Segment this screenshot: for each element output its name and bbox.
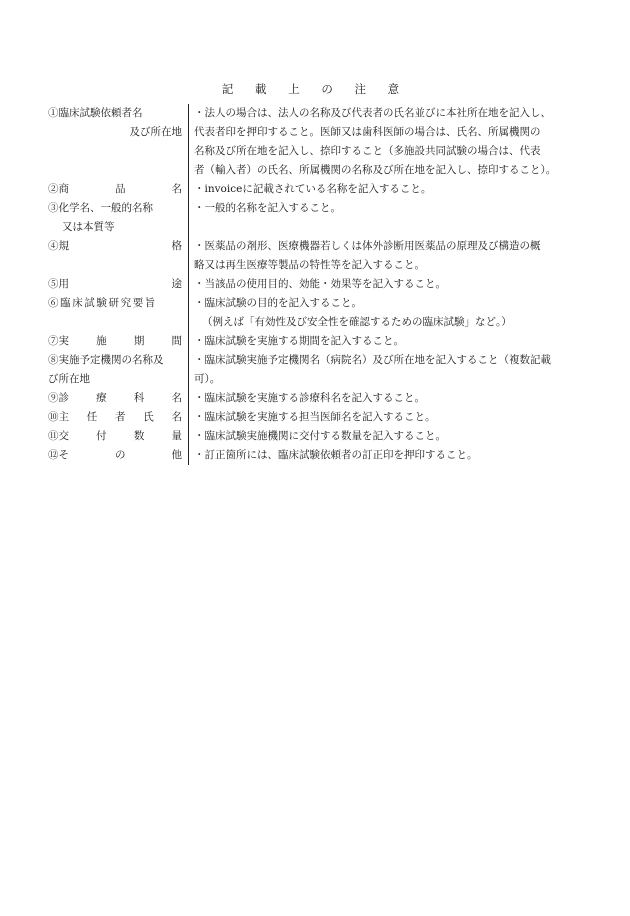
note-row-9 <box>48 389 588 408</box>
note-content-9-line-1: ・臨床試験を実施する診療科名を記入すること。 <box>194 392 425 404</box>
note-content-6 <box>188 294 588 332</box>
note-content-1-line-2: 代表者印を押印すること。医師又は歯科医師の場合は、氏名、所属機関の <box>194 126 541 138</box>
note-content-7-line-1: ・臨床試験を実施する期間を記入すること。 <box>194 335 404 347</box>
note-content-8-line-1: ・臨床試験実施予定機関名（病院名）及び所在地を記入すること（複数記載 <box>194 354 551 366</box>
note-label-8 <box>48 351 188 389</box>
note-content-1-line-1: ・法人の場合は、法人の名称及び代表者の氏名並びに本社所在地を記入し、 <box>194 107 551 119</box>
note-label-5 <box>48 275 188 294</box>
note-label-10-char-4: 氏 <box>143 411 154 423</box>
note-label-12-char-2: の <box>115 449 126 461</box>
note-content-10-line-1: ・臨床試験を実施する担当医師名を記入すること。 <box>194 411 436 423</box>
note-content-4-line-1: ・医薬品の剤形、医療機器若しくは体外診断用医薬品の原理及び構造の概 <box>194 240 541 252</box>
note-label-5-char-1: ⑤用 <box>48 278 69 290</box>
note-row-12 <box>48 446 588 465</box>
note-label-11-char-3: 数 <box>133 430 145 442</box>
note-content-10 <box>188 408 588 427</box>
note-content-1-line-4: 者（輸入者）の氏名、所属機関の名称及び所在地を記入し、捺印すること）。 <box>194 164 557 176</box>
note-row-8 <box>48 351 588 389</box>
note-content-8-line-2: 可）。 <box>194 373 221 385</box>
note-label-12-char-1: ⑫そ <box>48 449 69 461</box>
note-content-4-line-2: 略又は再生医療等製品の特性等を記入すること。 <box>194 259 425 271</box>
note-label-2-char-3: 名 <box>171 183 182 195</box>
note-content-3 <box>188 199 588 237</box>
note-label-7-char-4: 間 <box>171 335 182 347</box>
note-label-11-char-4: 量 <box>171 430 182 442</box>
note-content-6-line-1: ・臨床試験の目的を記入すること。 <box>194 297 362 309</box>
note-row-4 <box>48 237 588 275</box>
note-label-6 <box>48 294 188 332</box>
note-row-3 <box>48 199 588 237</box>
note-label-2 <box>48 180 188 199</box>
note-row-1 <box>48 104 588 180</box>
note-content-6-example: （例えば「有効性及び安全性を確認するための臨床試験」など。） <box>202 316 512 328</box>
note-label-1 <box>48 104 188 180</box>
note-content-3-line-1: ・一般的名称を記入すること。 <box>194 202 341 214</box>
note-row-7 <box>48 332 588 351</box>
note-row-11 <box>48 427 588 446</box>
note-label-9 <box>48 389 188 408</box>
note-label-10-char-3: 者 <box>115 411 126 423</box>
note-content-3-line-2 <box>194 218 588 237</box>
note-label-4 <box>48 237 188 275</box>
note-label-2-char-2: 品 <box>115 183 126 195</box>
note-label-9-char-4: 名 <box>171 392 182 404</box>
note-content-1-line-3: 名称及び所在地を記入し、捺印すること（多施設共同試験の場合は、代表 <box>194 145 541 157</box>
note-label-9-char-2: 療 <box>96 392 107 404</box>
note-content-2-line-1: ・invoiceに記載されている名称を記入すること。 <box>194 183 432 195</box>
note-label-10-char-1: ⑩主 <box>48 411 69 423</box>
note-label-4-char-2: 格 <box>171 240 182 252</box>
note-label-12-char-3: 他 <box>171 449 182 461</box>
note-label-4-char-1: ④規 <box>48 240 69 252</box>
document-title: 記 載 上 の 注 意 <box>221 82 409 96</box>
note-content-12-line-1: ・訂正箇所には、臨床試験依頼者の訂正印を押印すること。 <box>194 449 478 461</box>
note-label-7 <box>48 332 188 351</box>
note-row-6 <box>48 294 588 332</box>
note-label-9-char-1: ⑨診 <box>48 392 69 404</box>
note-content-11-line-1: ・臨床試験実施機関に交付する数量を記入すること。 <box>194 430 446 442</box>
note-label-7-char-3: 期 <box>133 335 145 347</box>
note-content-9 <box>188 389 588 408</box>
note-row-10 <box>48 408 588 427</box>
note-label-7-char-2: 施 <box>96 335 107 347</box>
note-content-5 <box>188 275 588 294</box>
note-content-11 <box>188 427 588 446</box>
note-row-2 <box>48 180 588 199</box>
note-label-10-char-2: 任 <box>86 411 98 423</box>
note-label-12 <box>48 446 188 465</box>
note-label-10 <box>48 408 188 427</box>
note-label-1-line-1: ①臨床試験依頼者名 <box>48 107 143 119</box>
note-content-5-line-1: ・当該品の使用目的、効能・効果等を記入すること。 <box>194 278 446 290</box>
note-content-12 <box>188 446 588 465</box>
note-content-7 <box>188 332 588 351</box>
note-label-1-line-2: 及び所在地 <box>129 126 182 138</box>
note-label-8-line-1: ⑧実施予定機関の名称及 <box>48 354 164 366</box>
note-label-10-char-5: 名 <box>171 411 182 423</box>
note-content-1 <box>188 104 588 180</box>
note-label-3 <box>48 199 188 237</box>
note-content-4 <box>188 237 588 275</box>
note-label-11-char-2: 付 <box>96 430 107 442</box>
note-row-5 <box>48 275 588 294</box>
note-label-8-line-2: び所在地 <box>48 373 90 385</box>
notes-table <box>48 104 588 465</box>
note-label-9-char-3: 科 <box>133 392 145 404</box>
note-label-11 <box>48 427 188 446</box>
note-content-8 <box>188 351 588 389</box>
note-label-5-char-2: 途 <box>171 278 182 290</box>
note-content-2 <box>188 180 588 199</box>
note-label-3-line-2: 又は本質等 <box>62 221 115 233</box>
note-label-7-char-1: ⑦実 <box>48 335 69 347</box>
note-label-6-line-1: ⑥臨床試験研究要旨 <box>48 297 157 309</box>
note-label-11-char-1: ⑪交 <box>48 430 69 442</box>
note-label-3-line-1: ③化学名、一般的名称 <box>48 202 153 214</box>
note-label-2-char-1: ②商 <box>48 183 69 195</box>
